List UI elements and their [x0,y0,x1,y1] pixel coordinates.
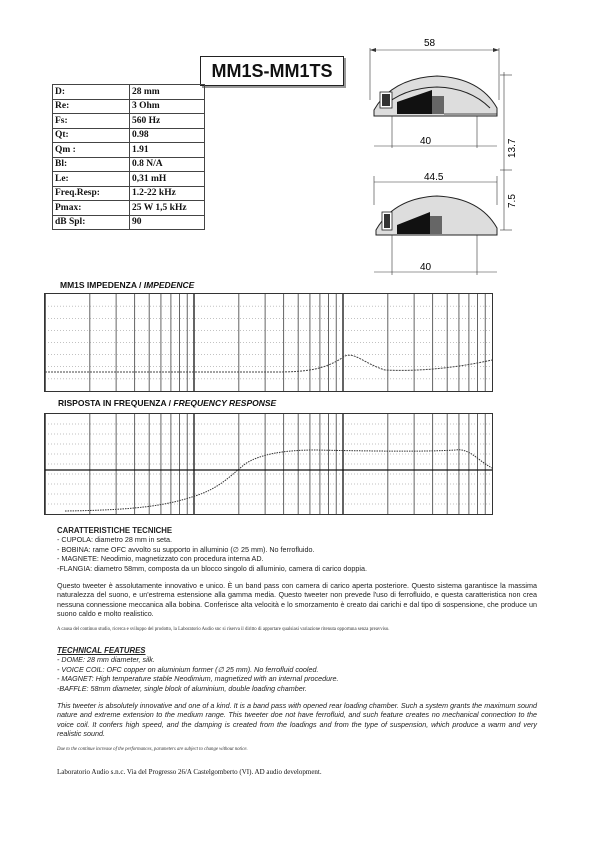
spec-label: Fs: [53,114,130,129]
en-line-2: - VOICE COIL: OFC copper on aluminium former (∅ 25 mm). No ferrofluid cooled. [57,664,319,674]
spec-row [53,99,205,114]
spec-table [52,84,205,230]
tweeter-drawing [352,30,522,280]
impedance-curve [45,355,492,372]
spec-value: 560 Hz [130,114,205,129]
spec-value: 1.2-22 kHz [130,186,205,201]
spec-label: Qm : [53,143,130,158]
spec-row [53,172,205,187]
spec-row [53,215,205,230]
it-line-2: - BOBINA: rame OFC avvolto su supporto in alluminio (∅ 25 mm). No ferrofluido. [57,544,315,554]
it-line-3: - MAGNETE: Neodimio, magnetizzato con procedura interna AD. [57,554,264,564]
spec-value: 28 mm [130,85,205,100]
english-features [57,646,537,754]
en-line-3: - MAGNET: High temperature stable Neodimium, magnetized with an internal procedure. [57,674,339,684]
spec-value: 3 Ohm [130,99,205,114]
spec-label: Pmax: [53,201,130,216]
response-curve [65,450,492,511]
spec-label: Bl: [53,157,130,172]
english-heading: TECHNICAL FEATURES [57,646,146,655]
company-footer: Laboratorio Audio s.n.c. Via del Progresso 26/A Castelgomberto (VI). AD audio development. [57,768,322,776]
italian-features [57,526,537,634]
en-line-4: -BAFFLE: 58mm diameter, single block of aluminium, double loading chamber. [57,683,307,693]
dim-7-5-label: 7.5 [507,194,518,208]
spec-value: 0.8 N/A [130,157,205,172]
spec-row [53,85,205,100]
it-line-4: -FLANGIA: diametro 58mm, composta da un blocco singolo di alluminio, camera di carico doppia. [57,563,368,573]
spec-label: Freq.Resp: [53,186,130,201]
spec-row [53,114,205,129]
en-paragraph: This tweeter is absolutely innovative and one of a kind. It is a band pass with opened rear loading chamber. Such a system grants the maximum sound nature and extreme extension to the medium range. This tweeter doe not have ferrofluid, and such feature creates no mechanical connection to the voice coil. It confers high speed, and the damping is created from the loadings and from the type of suspension, which produce a warm and very realistic sound. [57,701,537,739]
spec-value: 1.91 [130,143,205,158]
response-section-title: RISPOSTA IN FREQUENZA / FREQUENCY RESPONSE [58,398,277,408]
dim-40-bottom-label: 40 [420,262,432,273]
impedance-section-title: MM1S IMPEDENZA / IMPEDENCE [60,280,195,290]
italian-heading: CARATTERISTICHE TECNICHE [57,526,173,535]
frequency-response-chart [44,413,493,515]
spec-row [53,201,205,216]
spec-value: 90 [130,215,205,230]
dim-58-label: 58 [424,38,436,49]
it-disclaimer: A causa del continuo studio, ricerca e sviluppo del prodotto, la Laboratorio Audio snc si riserva il diritto di apportare qualsiasi variazione ritenuta opportuna senza preavviso. [57,626,390,632]
spec-row [53,186,205,201]
spec-label: Le: [53,172,130,187]
it-paragraph: Questo tweeter è assolutamente innovativo e unico. È un band pass con camera di carico aperta posteriore. Questo sistema garantisce la massima naturalezza del suono, e un'estrema estensione alla gamma media. Questo tweeter non prevede l'uso di ferrofluido, e questa caratteristica non crea nessuna connessione meccanica alla bobina. Conferisce alta velocità e lo smorzamento è creato dai carichi e dal tipo di sospensione, che produce un suono caldo e molto realistico. [57,581,537,619]
spec-label: dB Spl: [53,215,130,230]
dim-44-5-label: 44.5 [424,172,444,183]
spec-value: 0.98 [130,128,205,143]
en-line-1: - DOME: 28 mm diameter, silk. [57,655,155,665]
impedance-chart [44,293,493,392]
dim-40-top-label: 40 [420,136,432,147]
spec-label: Re: [53,99,130,114]
spec-label: Qt: [53,128,130,143]
spec-row [53,157,205,172]
en-disclaimer: Due to the continue increase of the performances, parameters are subject to change without notice. [57,746,248,752]
spec-row [53,143,205,158]
spec-value: 0,31 mH [130,172,205,187]
spec-row [53,128,205,143]
it-line-1: - CUPOLA: diametro 28 mm in seta. [57,535,173,545]
dim-13-7-label: 13.7 [507,138,518,158]
spec-label: D: [53,85,130,100]
model-title: MM1S-MM1TS [200,56,344,86]
spec-value: 25 W 1,5 kHz [130,201,205,216]
